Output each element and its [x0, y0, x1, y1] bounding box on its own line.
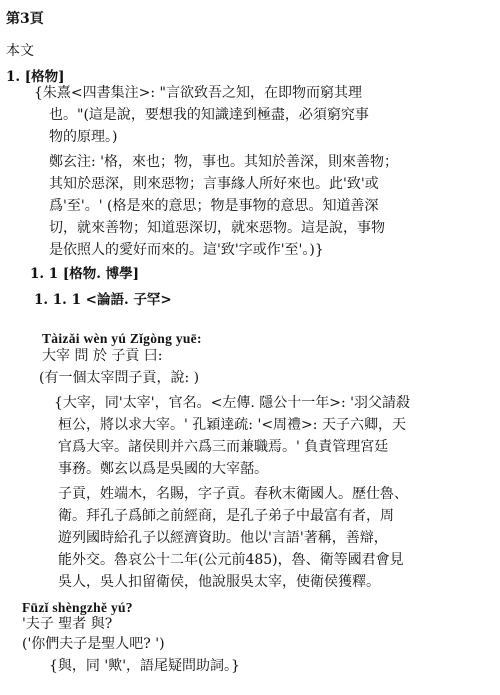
pinyin-line: Tàizǎi wèn yú Zǐgòng yuē: [42, 331, 202, 346]
pinyin-line: Fūzǐ shèngzhě yú? [22, 600, 133, 615]
paragraph-line: 官爲大宰。諸侯則并六爲三而兼職焉。' 負責管理宮廷 [58, 439, 389, 455]
classical-text-line: '夫子 聖者 與? [22, 616, 113, 632]
paragraph-line: 事務。鄭玄以爲是吳國的大宰嚭。 [58, 461, 268, 477]
paragraph-line: 衛。拜孔子爲師之前經商，是孔子弟子中最富有者，周 [58, 508, 394, 524]
heading-1: 1. [格物] [6, 69, 65, 85]
heading-3: 1. 1. 1 <論語. 子罕> [34, 292, 172, 308]
paragraph-line: 桓公，將以求大宰。' 孔穎達疏: '<周禮>: 天子六卿，天 [58, 417, 406, 433]
paragraph-line: 物的原理。) [49, 129, 118, 145]
paragraph-line: {大宰，同'太宰'，官名。<左傳. 隱公十一年>: '羽父請殺 [54, 395, 410, 411]
paragraph-line: 吳人，吳人扣留衛侯，他說服吳太宰，使衛侯獲釋。 [58, 574, 380, 590]
paragraph-line: 也。"(這是說，要想我的知識達到極盡，必須窮究事 [49, 107, 369, 123]
paragraph-line: {與，同 '歟'，語尾疑問助詞。} [49, 658, 240, 674]
paragraph-line: 爲'至'。' (格是來的意思；物是事物的意思。知道善深 [49, 198, 379, 214]
paragraph-line: 切，就來善物；知道惡深切，就來惡物。這是說，事物 [49, 220, 385, 236]
paragraph-line: 是依照人的愛好而來的。這'致'字或作'至'。)} [49, 242, 324, 258]
classical-text-line: 大宰 問 於 子貢 曰: [42, 348, 163, 364]
section-label: 本文 [6, 43, 34, 59]
paragraph-line: 鄭玄注: '格，來也；物，事也。其知於善深，則來善物； [49, 154, 399, 170]
paragraph-line: {朱熹<四書集注>: "言欲致吾之知，在即物而窮其理 [34, 85, 362, 101]
translation-line: (有一個太宰問子貢，說: ) [39, 370, 200, 386]
heading-2: 1. 1 [格物. 博學] [30, 266, 140, 282]
paragraph-line: 能外交。魯哀公十二年(公元前485)，魯、衛等國君會見 [58, 552, 404, 568]
paragraph-line: 子貢，姓端木，名賜，字子貢。春秋末衛國人。歷仕魯、 [58, 486, 408, 502]
page-label: 第3頁 [6, 11, 44, 27]
translation-line: ('你們夫子是聖人吧? ') [22, 636, 165, 652]
paragraph-line: 其知於惡深，則來惡物；言事緣人所好來也。此'致'或 [49, 176, 379, 192]
paragraph-line: 遊列國時給孔子以經濟資助。他以'言語'著稱，善辯， [58, 530, 388, 546]
